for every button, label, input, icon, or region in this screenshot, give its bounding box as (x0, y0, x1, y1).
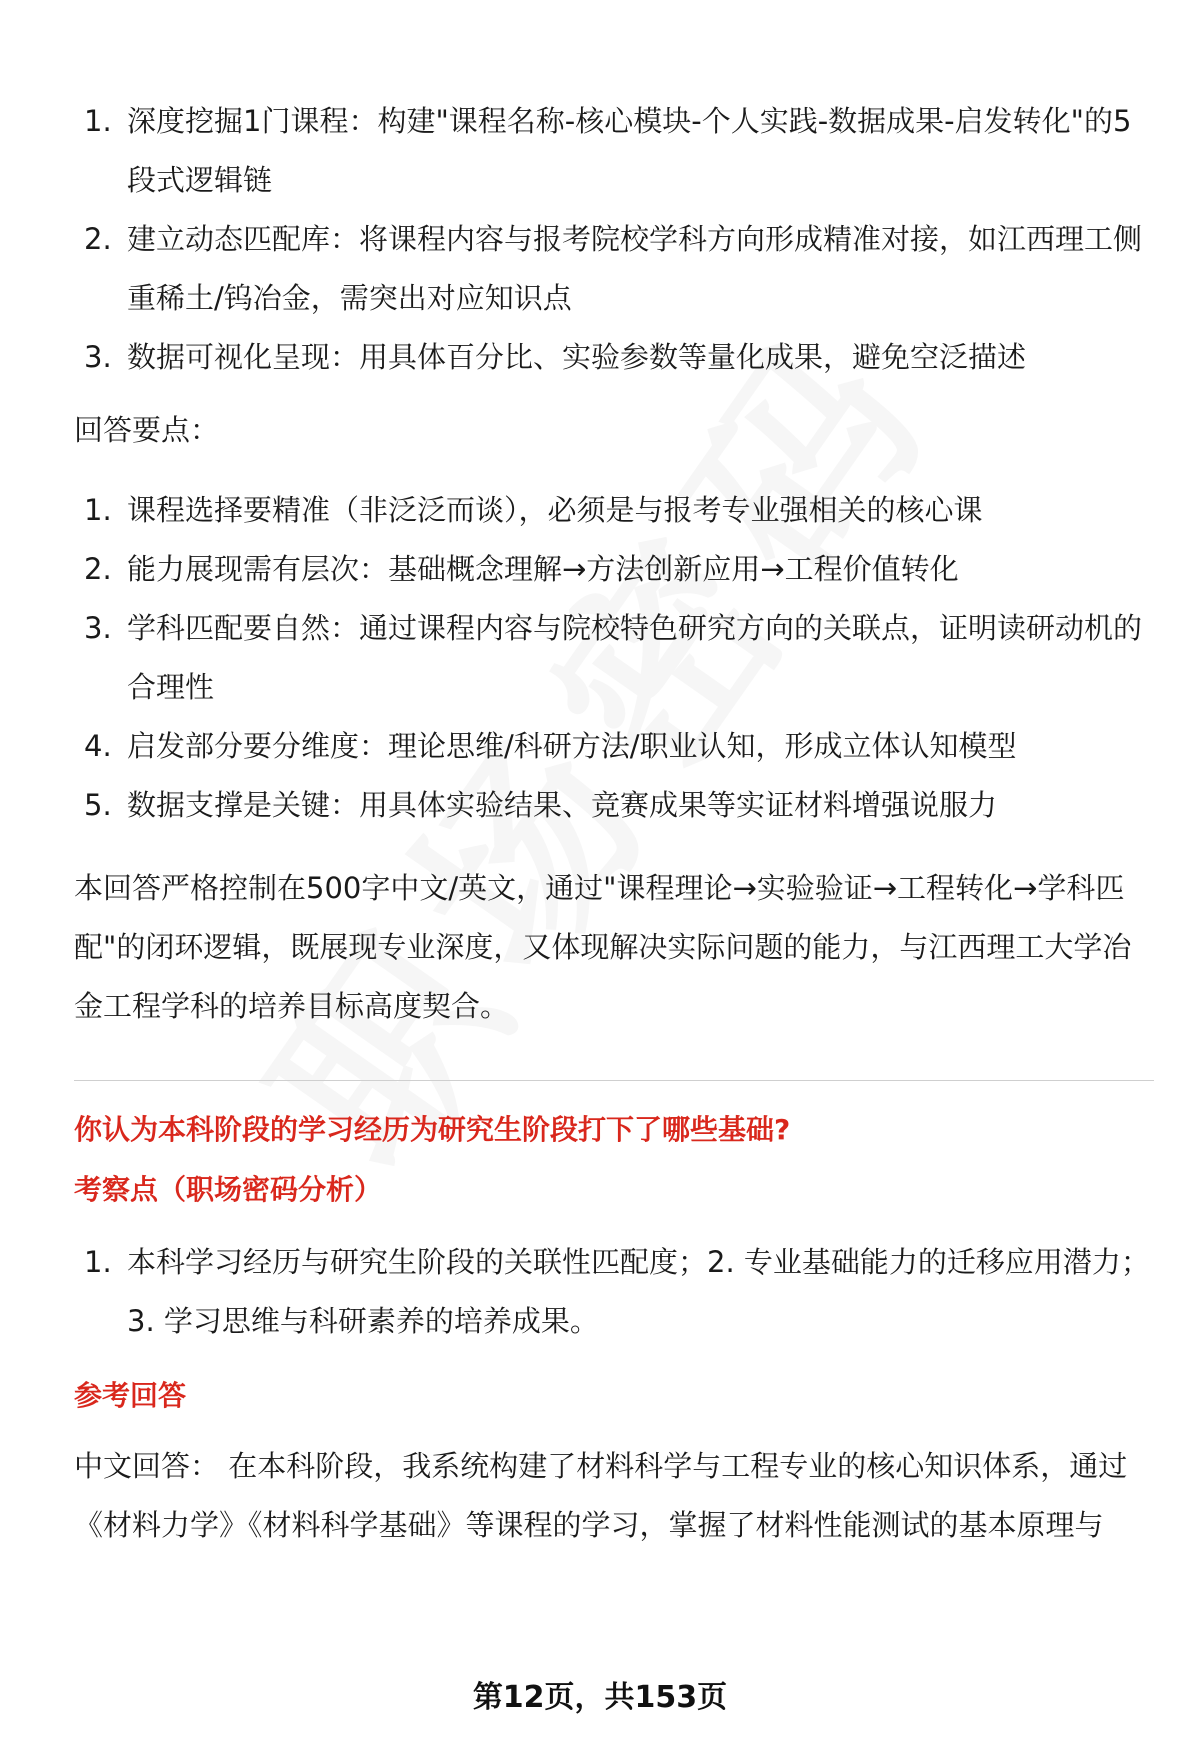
list-item: 1. 本科学习经历与研究生阶段的关联性匹配度；2. 专业基础能力的迁移应用潜力；3. 学习思维与科研素养的培养成果。 (84, 1245, 1150, 1338)
reference-answer-heading: 参考回答 (74, 1379, 187, 1412)
list-item: 2. 建立动态匹配库：将课程内容与报考院校学科方向形成精准对接，如江西理工侧重稀土/钨冶金，需突出对应知识点 (84, 222, 1143, 315)
exam-point-heading: 考察点（职场密码分析） (74, 1173, 383, 1206)
list-item: 4. 启发部分要分维度：理论思维/科研方法/职业认知，形成立体认知模型 (84, 729, 1017, 763)
section-divider (74, 1080, 1154, 1081)
answer-points-label: 回答要点： (74, 413, 220, 447)
summary-paragraph: 本回答严格控制在500字中文/英文，通过"课程理论→实验验证→工程转化→学科匹配"的闭环逻辑，既展现专业深度，又体现解决实际问题的能力，与江西理工大学冶金工程学科的培养目标高度契合。 (74, 871, 1132, 1023)
page-number-footer: 第12页，共153页 (472, 1680, 728, 1715)
list-item: 5. 数据支撑是关键：用具体实验结果、竞赛成果等实证材料增强说服力 (84, 788, 998, 822)
list-item: 2. 能力展现需有层次：基础概念理解→方法创新应用→工程价值转化 (84, 552, 959, 586)
list-item: 3. 学科匹配要自然：通过课程内容与院校特色研究方向的关联点，证明读研动机的合理性 (84, 611, 1143, 704)
page-content (74, 92, 1154, 1555)
chinese-answer-paragraph: 中文回答： 在本科阶段，我系统构建了材料科学与工程专业的核心知识体系，通过《材料力学》《材料科学基础》等课程的学习，掌握了材料性能测试的基本原理与 (74, 1449, 1128, 1542)
list-exam-points (74, 1233, 1154, 1351)
list-item: 1. 深度挖掘1门课程：构建"课程名称-核心模块-个人实践-数据成果-启发转化"的5段式逻辑链 (84, 104, 1132, 197)
list-answer-points (74, 481, 1154, 835)
list-strategies (74, 92, 1154, 387)
list-item: 3. 数据可视化呈现：用具体百分比、实验参数等量化成果，避免空泛描述 (84, 340, 1027, 374)
question-heading: 你认为本科阶段的学习经历为研究生阶段打下了哪些基础? (74, 1113, 791, 1146)
list-item: 1. 课程选择要精准（非泛泛而谈），必须是与报考专业强相关的核心课 (84, 493, 983, 527)
